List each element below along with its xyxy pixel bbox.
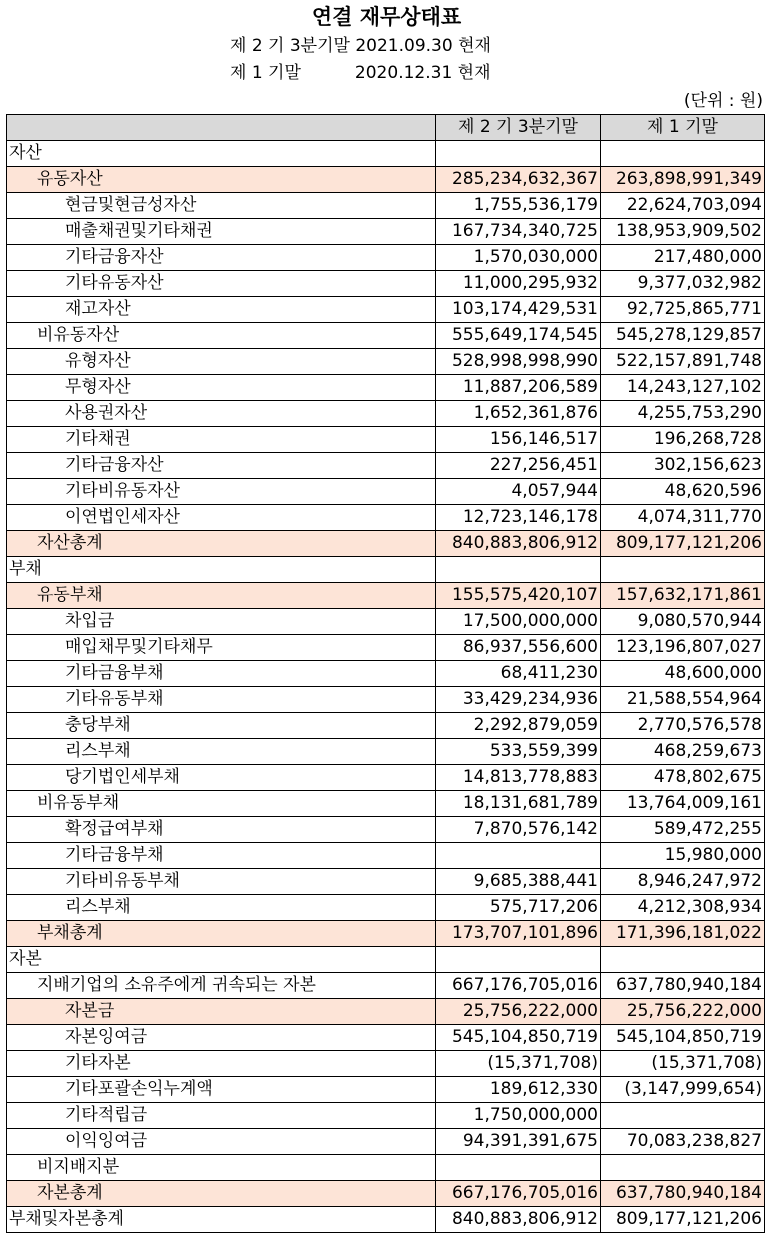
prior-period-value: 8,946,247,972 — [601, 869, 765, 895]
header-current-period: 제 2 기 3분기말 — [436, 115, 601, 141]
header-prior-period: 제 1 기말 — [601, 115, 765, 141]
account-label: 자본총계 — [7, 1181, 436, 1207]
current-period-value: 7,870,576,142 — [436, 817, 601, 843]
account-label: 부채 — [7, 557, 436, 583]
account-label: 사용권자산 — [7, 401, 436, 427]
account-label: 유동부채 — [7, 583, 436, 609]
current-period-value: 285,234,632,367 — [436, 167, 601, 193]
prior-period-value: 4,255,753,290 — [601, 401, 765, 427]
account-label: 기타비유동부채 — [7, 869, 436, 895]
header-account — [7, 115, 436, 141]
table-row — [7, 1051, 765, 1077]
prior-period-value: 21,588,554,964 — [601, 687, 765, 713]
account-label: 유형자산 — [7, 349, 436, 375]
account-label: 리스부채 — [7, 895, 436, 921]
prior-period-value: 48,620,596 — [601, 479, 765, 505]
page-title: 연결 재무상태표 — [311, 5, 462, 29]
current-period-value: 156,146,517 — [436, 427, 601, 453]
table-row — [7, 375, 765, 401]
prior-period-value: 545,278,129,857 — [601, 323, 765, 349]
prior-period-value: 14,243,127,102 — [601, 375, 765, 401]
account-label: 비지배지분 — [7, 1155, 436, 1181]
account-label: 확정급여부채 — [7, 817, 436, 843]
table-row — [7, 245, 765, 271]
current-period-value: 155,575,420,107 — [436, 583, 601, 609]
current-period-value: 2,292,879,059 — [436, 713, 601, 739]
current-period-value — [436, 141, 601, 167]
current-period-value: 103,174,429,531 — [436, 297, 601, 323]
account-label: 기타금융부채 — [7, 843, 436, 869]
current-period-value: 189,612,330 — [436, 1077, 601, 1103]
current-period-value: 667,176,705,016 — [436, 1181, 601, 1207]
table-row — [7, 609, 765, 635]
current-period-value: 25,756,222,000 — [436, 999, 601, 1025]
prior-period-value: 522,157,891,748 — [601, 349, 765, 375]
table-row — [7, 141, 765, 167]
account-label: 이익잉여금 — [7, 1129, 436, 1155]
current-period-value — [436, 557, 601, 583]
table-row — [7, 401, 765, 427]
table-row — [7, 219, 765, 245]
account-label: 기타유동부채 — [7, 687, 436, 713]
account-label: 비유동부채 — [7, 791, 436, 817]
prior-period-value: 4,074,311,770 — [601, 505, 765, 531]
table-row — [7, 167, 765, 193]
table-row — [7, 193, 765, 219]
prior-period-value: 138,953,909,502 — [601, 219, 765, 245]
account-label: 재고자산 — [7, 297, 436, 323]
current-period-value: 4,057,944 — [436, 479, 601, 505]
prior-period-value — [601, 557, 765, 583]
table-row — [7, 765, 765, 791]
table-row — [7, 479, 765, 505]
current-period-value: 1,652,361,876 — [436, 401, 601, 427]
table-row — [7, 817, 765, 843]
table-row — [7, 1025, 765, 1051]
account-label: 기타비유동자산 — [7, 479, 436, 505]
prior-period-value: 302,156,623 — [601, 453, 765, 479]
current-period-value: 840,883,806,912 — [436, 1207, 601, 1233]
account-label: 기타적립금 — [7, 1103, 436, 1129]
prior-period-value: 217,480,000 — [601, 245, 765, 271]
current-period-value: 840,883,806,912 — [436, 531, 601, 557]
prior-period-value: 48,600,000 — [601, 661, 765, 687]
current-period-value: 555,649,174,545 — [436, 323, 601, 349]
prior-period-value: 92,725,865,771 — [601, 297, 765, 323]
current-period-value: 18,131,681,789 — [436, 791, 601, 817]
table-row — [7, 739, 765, 765]
table-row — [7, 1181, 765, 1207]
prior-period-value: 478,802,675 — [601, 765, 765, 791]
current-period-value — [436, 947, 601, 973]
table-header-row — [7, 115, 765, 141]
current-period-value: 1,755,536,179 — [436, 193, 601, 219]
prior-period-value: 9,377,032,982 — [601, 271, 765, 297]
prior-period-value: 15,980,000 — [601, 843, 765, 869]
table-row — [7, 687, 765, 713]
table-row — [7, 635, 765, 661]
table-row — [7, 531, 765, 557]
current-period-value: 1,750,000,000 — [436, 1103, 601, 1129]
prior-period-value: 4,212,308,934 — [601, 895, 765, 921]
table-row — [7, 1207, 765, 1233]
account-label: 리스부채 — [7, 739, 436, 765]
prior-period-value — [601, 1103, 765, 1129]
table-row — [7, 921, 765, 947]
balance-sheet-table — [6, 114, 765, 1233]
current-period-value: 33,429,234,936 — [436, 687, 601, 713]
current-period-value: 528,998,998,990 — [436, 349, 601, 375]
table-row — [7, 583, 765, 609]
account-label: 자본 — [7, 947, 436, 973]
account-label: 부채총계 — [7, 921, 436, 947]
table-row — [7, 1077, 765, 1103]
account-label: 자본금 — [7, 999, 436, 1025]
prior-period-value: 70,083,238,827 — [601, 1129, 765, 1155]
current-period-value: (15,371,708) — [436, 1051, 601, 1077]
account-label: 기타유동자산 — [7, 271, 436, 297]
account-label: 기타채권 — [7, 427, 436, 453]
period-current: 제 2 기 3분기말 2021.09.30 현재 — [230, 36, 491, 56]
prior-period-value: 171,396,181,022 — [601, 921, 765, 947]
current-period-value: 17,500,000,000 — [436, 609, 601, 635]
current-period-value: 227,256,451 — [436, 453, 601, 479]
prior-period-value — [601, 947, 765, 973]
account-label: 자산총계 — [7, 531, 436, 557]
table-body — [7, 141, 765, 1233]
account-label: 부채및자본총계 — [7, 1207, 436, 1233]
prior-period-value: 809,177,121,206 — [601, 1207, 765, 1233]
prior-period-value: 809,177,121,206 — [601, 531, 765, 557]
current-period-value: 533,559,399 — [436, 739, 601, 765]
table-row — [7, 947, 765, 973]
prior-period-value: 157,632,171,861 — [601, 583, 765, 609]
current-period-value: 575,717,206 — [436, 895, 601, 921]
prior-period-value: 468,259,673 — [601, 739, 765, 765]
account-label: 기타금융부채 — [7, 661, 436, 687]
table-row — [7, 973, 765, 999]
prior-period-value: 123,196,807,027 — [601, 635, 765, 661]
current-period-value: 68,411,230 — [436, 661, 601, 687]
current-period-value: 86,937,556,600 — [436, 635, 601, 661]
account-label: 당기법인세부채 — [7, 765, 436, 791]
table-row — [7, 999, 765, 1025]
table-row — [7, 713, 765, 739]
prior-period-value: 637,780,940,184 — [601, 973, 765, 999]
account-label: 매입채무및기타채무 — [7, 635, 436, 661]
prior-period-value: 196,268,728 — [601, 427, 765, 453]
table-row — [7, 1103, 765, 1129]
current-period-value: 667,176,705,016 — [436, 973, 601, 999]
account-label: 유동자산 — [7, 167, 436, 193]
table-row — [7, 427, 765, 453]
table-row — [7, 843, 765, 869]
unit-label: (단위 : 원) — [683, 91, 763, 111]
current-period-value: 12,723,146,178 — [436, 505, 601, 531]
table-row — [7, 869, 765, 895]
current-period-value — [436, 1155, 601, 1181]
prior-period-value: 2,770,576,578 — [601, 713, 765, 739]
prior-period-value: (15,371,708) — [601, 1051, 765, 1077]
table-row — [7, 661, 765, 687]
current-period-value: 1,570,030,000 — [436, 245, 601, 271]
table-row — [7, 271, 765, 297]
account-label: 지배기업의 소유주에게 귀속되는 자본 — [7, 973, 436, 999]
prior-period-value — [601, 1155, 765, 1181]
table-row — [7, 349, 765, 375]
prior-period-value: 263,898,991,349 — [601, 167, 765, 193]
account-label: 기타금융자산 — [7, 453, 436, 479]
prior-period-value: (3,147,999,654) — [601, 1077, 765, 1103]
account-label: 충당부채 — [7, 713, 436, 739]
account-label: 차입금 — [7, 609, 436, 635]
account-label: 자산 — [7, 141, 436, 167]
account-label: 현금및현금성자산 — [7, 193, 436, 219]
account-label: 매출채권및기타채권 — [7, 219, 436, 245]
account-label: 비유동자산 — [7, 323, 436, 349]
table-row — [7, 1155, 765, 1181]
account-label: 이연법인세자산 — [7, 505, 436, 531]
account-label: 기타포괄손익누계액 — [7, 1077, 436, 1103]
prior-period-value — [601, 141, 765, 167]
table-row — [7, 297, 765, 323]
table-row — [7, 1129, 765, 1155]
prior-period-value: 545,104,850,719 — [601, 1025, 765, 1051]
current-period-value: 167,734,340,725 — [436, 219, 601, 245]
prior-period-value: 22,624,703,094 — [601, 193, 765, 219]
prior-period-value: 589,472,255 — [601, 817, 765, 843]
current-period-value: 9,685,388,441 — [436, 869, 601, 895]
current-period-value: 173,707,101,896 — [436, 921, 601, 947]
current-period-value: 11,000,295,932 — [436, 271, 601, 297]
prior-period-value: 637,780,940,184 — [601, 1181, 765, 1207]
account-label: 자본잉여금 — [7, 1025, 436, 1051]
current-period-value: 94,391,391,675 — [436, 1129, 601, 1155]
current-period-value: 11,887,206,589 — [436, 375, 601, 401]
period-prior: 제 1 기말 2020.12.31 현재 — [230, 63, 491, 83]
table-row — [7, 505, 765, 531]
table-row — [7, 791, 765, 817]
current-period-value — [436, 843, 601, 869]
table-row — [7, 453, 765, 479]
table-row — [7, 323, 765, 349]
current-period-value: 14,813,778,883 — [436, 765, 601, 791]
prior-period-value: 25,756,222,000 — [601, 999, 765, 1025]
table-row — [7, 557, 765, 583]
current-period-value: 545,104,850,719 — [436, 1025, 601, 1051]
table-row — [7, 895, 765, 921]
account-label: 기타금융자산 — [7, 245, 436, 271]
prior-period-value: 9,080,570,944 — [601, 609, 765, 635]
account-label: 무형자산 — [7, 375, 436, 401]
prior-period-value: 13,764,009,161 — [601, 791, 765, 817]
account-label: 기타자본 — [7, 1051, 436, 1077]
